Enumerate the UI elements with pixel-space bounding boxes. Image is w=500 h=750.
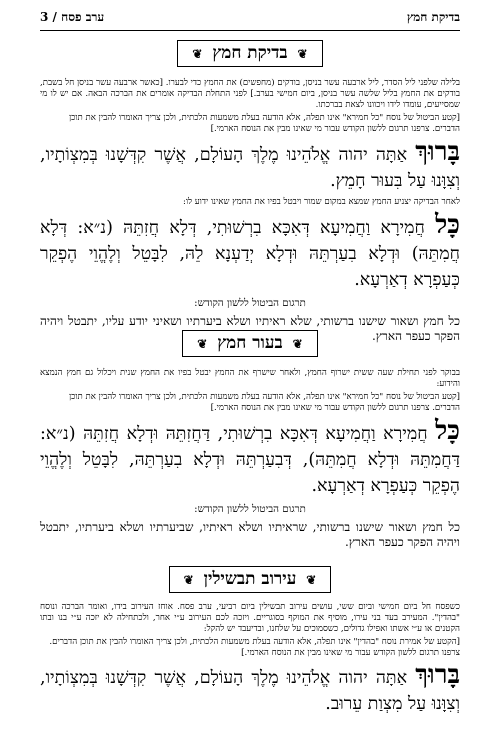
bitul-text bbox=[40, 212, 460, 293]
section-title-box bbox=[182, 330, 317, 357]
blessing-text bbox=[40, 139, 460, 194]
section-title: עירוב תבשילין bbox=[203, 569, 297, 589]
section-bedika bbox=[40, 40, 460, 344]
section-eruv bbox=[40, 566, 460, 717]
translation-note: [קטע הביטול של נוסח "כל חמירא" אינו תפלה, אלא הודעה בעלת משמעות הלכתית, ולכן צריך האומרו להבין את תוכן הדברים. צרפנו תרגום ללשון הקודש עבור מי שאינו מבין את הנוסח הארמי.] bbox=[68, 113, 460, 134]
blessing-body: אַתָּה יהוה אֱלֹהֵינוּ מֶלֶךְ הָעוֹלָם, אֲשֶׁר קִדְּשָׁנוּ בְּמִצְוֹתָיו, וְצִוָּנוּ עַל בִּעוּר חָמֵץ. bbox=[40, 145, 460, 191]
bitul-body: חֲמִירָא וַחֲמִיעָא דְּאִכָּא בִרְשׁוּתִי, דַּחֲזִתֵּהּ וּדְלָא חֲזִתֵּהּ (נ״א: דַּחֲמִתֵּהּ וּדְלָא חֲמִתֵּהּ), דְּבִעַרְתֵּהּ וּדְלָא בִעַרְתֵּהּ, לִבָּטֵל וְלֶהֱוֵי הֶפְקֵר כְּעַפְרָא דְאַרְעָא. bbox=[40, 424, 460, 496]
section-biur bbox=[40, 330, 460, 550]
blessing-first-word: בָּרוּךְ bbox=[415, 137, 460, 167]
instructions-text: כשפסח חל ביום חמישי וביום ששי, עושים עירוב תבשילין ביום רביעי, ערב פסח. אוחז העירוב בידו, ואומר הברכה ונוסח "בהדין". המעירב בעד בני עירו, מוסיף את המוקף בסוגריים. ויזכה לכם העירוב ע״י אחר, ולכתחילה לא יזכה ע״י בנו ובתו הקטנים או ע״י אשתו ואפילו גדולים, כשסמוכים על שלחנו, ובדיעבד יש להקל: bbox=[40, 602, 460, 634]
header-page-number: ערב פסח / 3 bbox=[40, 10, 105, 24]
bitul-body: חֲמִירָא וַחֲמִיעָא דְּאִכָּא בִרְשׁוּתִי, דְּלָא חֲזִתֵּהּ (נ״א: דְּלָא חֲמִתֵּהּ) וּדְלָא בִעַרְתֵּהּ וּדְלָא יְדַעְנָא לֵהּ, לִבָּטֵל וְלֶהֱוֵי הֶפְקֵר כְּעַפְרָא דְאַרְעָא. bbox=[40, 218, 460, 290]
bitul-first-word: כָּל bbox=[435, 210, 460, 240]
ornament-icon: ❦ bbox=[197, 337, 208, 351]
instructions-text: בבוקר לפני תחילת שעה ששית ישרוף החמץ, ולאחר שישרף את החמץ יבטל בפיו את החמץ שנית ויכלול גם חמץ הנמצא והידוע: bbox=[40, 368, 460, 389]
section-title: בעור חמץ bbox=[217, 333, 283, 353]
translation-text: כל חמץ ושאור שישנו ברשותי, שלא ראיתיו ושלא ביערתיו ושאיני יודע עליו, יתבטל ויהיה הפקר כעפר הארץ. bbox=[40, 314, 460, 343]
bitul-text bbox=[40, 418, 460, 499]
running-header bbox=[40, 10, 460, 31]
translation-text: כל חמץ ושאור שישנו ברשותי, שראיתיו ושלא ראיתיו, שביערתיו ושלא ביערתיו, יתבטל ויהיה הפקר כעפר הארץ. bbox=[40, 520, 460, 549]
translation-label: תרגום הביטול ללשון הקודש: bbox=[194, 504, 306, 515]
section-title-box bbox=[169, 566, 332, 593]
instructions-text: בלילה שלפני ליל הסדר, ליל ארבעה עשר בניסן, בודקים (מחפשים) את החמץ כדי לבערו. [כאשר ארבעה עשר בניסן חל בשבת, בודקים את החמץ בליל שלשה עשר בניסן, ביום חמישי בערב.] לפני התחלת הבדיקה אומרים את הברכה הבאה. אם יש לו מי שמסייעים, עומדו לידו ויכוונו לצאת בברכתו. bbox=[40, 78, 460, 110]
bitul-first-word: כָּל bbox=[435, 416, 460, 446]
ornament-icon: ❦ bbox=[192, 47, 203, 61]
translation-note: [קטע הביטול של נוסח "כל חמירא" אינו תפלה, אלא הודעה בעלת משמעות הלכתית, ולכן צריך האומרו להבין את תוכן הדברים. צרפנו תרגום ללשון הקודש עבור מי שאינו מבין את הנוסח הארמי.] bbox=[68, 392, 460, 413]
blessing-body: אַתָּה יהוה אֱלֹהֵינוּ מֶלֶךְ הָעוֹלָם, אֲשֶׁר קִדְּשָׁנוּ בְּמִצְוֹתָיו, וְצִוָּנוּ עַל מִצְוַת עֵרוּב. bbox=[40, 668, 460, 714]
translation-label: תרגום הביטול ללשון הקודש: bbox=[194, 298, 306, 309]
blessing-text bbox=[40, 662, 460, 717]
ornament-icon: ❦ bbox=[306, 573, 317, 587]
blessing-first-word: בָּרוּךְ bbox=[415, 660, 460, 690]
ornament-icon: ❦ bbox=[183, 573, 194, 587]
ornament-icon: ❦ bbox=[292, 337, 303, 351]
section-title-box bbox=[177, 40, 322, 67]
section-title: בדיקת חמץ bbox=[212, 43, 288, 63]
translation-note: [הקטע של אמירת נוסח "בהדין" אינו תפלה, אלא הודעה בעלת משמעות הלכתית, ולכן צריך האומרו להבין את תוכן הדברים. צרפנו תרגום ללשון הקודש עבור מי שאינו מבין את הנוסח הארמי.] bbox=[49, 637, 460, 658]
ornament-icon: ❦ bbox=[297, 47, 308, 61]
after-instructions: לאחר הבדיקה יצניע החמץ שמצא במקום שמור ויבטל בפיו את החמץ שאינו ידוע לו: bbox=[182, 197, 460, 207]
header-right-title: בדיקת חמץ bbox=[406, 10, 460, 24]
